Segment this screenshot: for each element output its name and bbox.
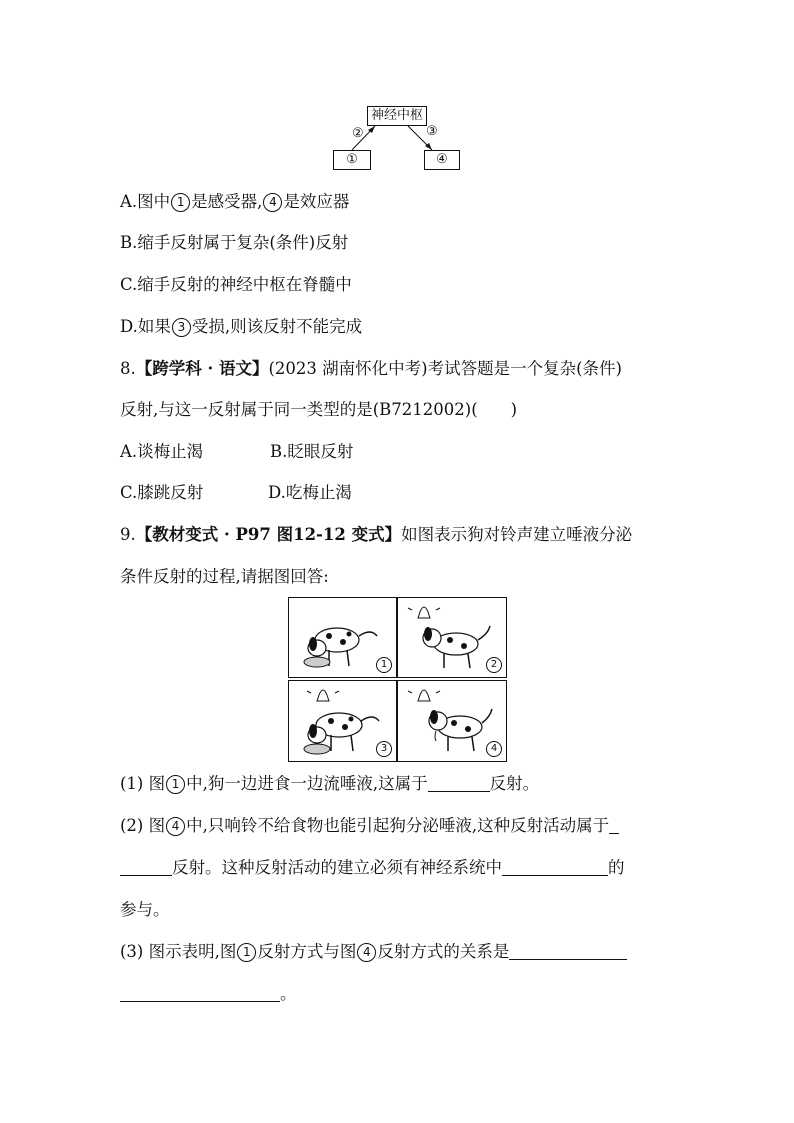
arrow-label-2: ② — [352, 126, 364, 141]
q8-options-row1: A.谈梅止渴 B.眨眼反射 — [120, 442, 354, 461]
panel-3 — [288, 680, 397, 762]
answer-blank[interactable] — [120, 857, 172, 876]
circled-number: 1 — [171, 193, 190, 212]
q9-sub1: (1) 图 1 中,狗一边进食一边流唾液,这属于 反射。 — [120, 774, 540, 793]
answer-blank[interactable] — [502, 857, 608, 876]
receptor-box: ① — [333, 150, 371, 170]
panel-number: 3 — [376, 741, 392, 757]
q8-options-row2: C.膝跳反射 D.吃梅止渴 — [120, 483, 352, 502]
q9-sub2-line1: (2) 图 4 中,只响铃不给食物也能引起狗分泌唾液,这种反射活动属于 — [120, 814, 619, 838]
q8-tag: 【跨学科 · 语文】 — [135, 359, 269, 378]
circled-number: 1 — [166, 775, 185, 794]
circled-number: 4 — [263, 193, 282, 212]
q7-option-c: C.缩手反射的神经中枢在脊髓中 — [120, 275, 352, 294]
answer-blank[interactable] — [509, 941, 627, 960]
answer-blank[interactable] — [609, 815, 619, 834]
q9-sub2-line3: 参与。 — [120, 900, 170, 919]
q7-option-a: A.图中 1 是感受器, 4 是效应器 — [120, 192, 350, 211]
q8-stem-line2: 反射,与这一反射属于同一类型的是(B7212002)( ) — [120, 400, 518, 419]
q8-stem-line1: 8.【跨学科 · 语文】(2023 湖南怀化中考)考试答题是一个复杂(条件) — [120, 359, 622, 378]
q9-stem-line1: 9.【教材变式 · P97 图12-12 变式】如图表示狗对铃声建立唾液分泌 — [120, 525, 633, 544]
answer-blank[interactable] — [428, 773, 490, 792]
q9-stem-line2: 条件反射的过程,请据图回答: — [120, 567, 329, 586]
circled-number: 4 — [357, 943, 376, 962]
effector-box: ④ — [424, 150, 460, 170]
arrow-label-3: ③ — [426, 124, 438, 139]
circled-number: 1 — [237, 943, 256, 962]
answer-blank[interactable] — [120, 983, 280, 1002]
circled-number: 3 — [172, 318, 191, 337]
q7-option-b: B.缩手反射属于复杂(条件)反射 — [120, 233, 349, 252]
panel-2 — [397, 597, 507, 678]
panel-number: 4 — [486, 741, 502, 757]
q9-sub3-line2: 。 — [120, 982, 297, 1006]
q9-tag: 【教材变式 · P97 图12-12 变式】 — [135, 525, 402, 544]
q7-option-d: D.如果 3 受损,则该反射不能完成 — [120, 317, 363, 336]
q9-sub3-line1: (3) 图示表明,图 1 反射方式与图 4 反射方式的关系是 — [120, 940, 627, 964]
circled-number: 4 — [166, 817, 185, 836]
panel-number: 2 — [486, 657, 502, 673]
q9-sub2-line2: 反射。这种反射活动的建立必须有神经系统中 的 — [120, 856, 625, 880]
panel-1 — [288, 597, 397, 678]
panel-4 — [397, 680, 507, 762]
panel-number: 1 — [376, 657, 392, 673]
nerve-center-box: 神经中枢 — [367, 106, 427, 126]
